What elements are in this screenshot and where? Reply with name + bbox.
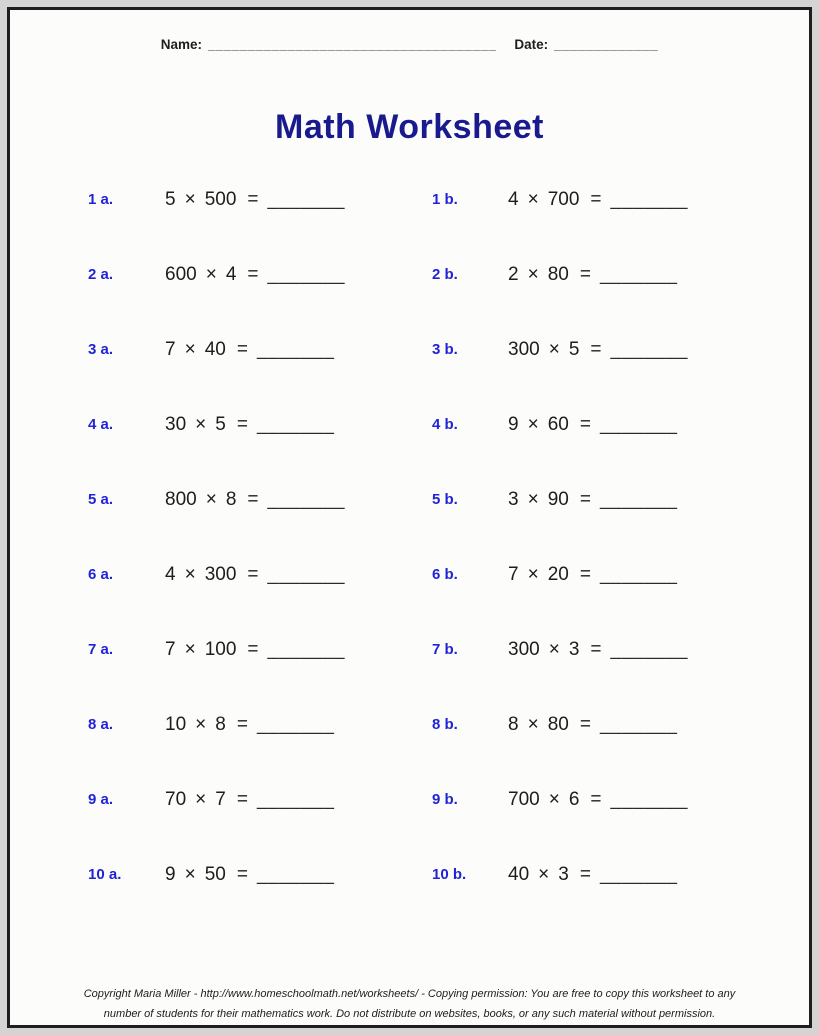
multiplier: 60 bbox=[547, 413, 569, 435]
multiplicand: 5 bbox=[165, 188, 176, 210]
answer-blank-line: _______ bbox=[599, 563, 678, 585]
equals-sign: = bbox=[590, 188, 602, 210]
times-icon: × bbox=[527, 713, 539, 735]
multiplier: 300 bbox=[204, 563, 237, 585]
times-icon: × bbox=[527, 188, 539, 210]
multiplier: 3 bbox=[568, 638, 580, 660]
answer-blank-line: _______ bbox=[256, 713, 335, 735]
times-icon: × bbox=[548, 338, 560, 360]
multiplicand: 70 bbox=[165, 788, 187, 810]
answer-blank-line: _______ bbox=[610, 788, 688, 810]
answer-blank-line: _______ bbox=[599, 488, 678, 510]
problem-expression bbox=[508, 339, 688, 361]
problem-row bbox=[10, 537, 809, 612]
multiplier: 40 bbox=[204, 338, 226, 360]
multiplier: 500 bbox=[204, 188, 237, 210]
multiplicand: 8 bbox=[508, 713, 519, 735]
problem-label: 9 b. bbox=[432, 791, 458, 808]
equals-sign: = bbox=[590, 638, 602, 660]
problem-expression bbox=[508, 789, 688, 811]
times-icon: × bbox=[527, 263, 539, 285]
equals-sign: = bbox=[236, 713, 248, 735]
problem-expression bbox=[508, 714, 677, 736]
times-icon: × bbox=[538, 863, 550, 885]
equals-sign: = bbox=[579, 563, 591, 585]
answer-blank-line: _______ bbox=[599, 713, 678, 735]
problems-grid bbox=[10, 162, 809, 912]
problem-label: 6 b. bbox=[432, 566, 458, 583]
answer-blank-line: _______ bbox=[610, 638, 688, 660]
problem-row bbox=[10, 237, 809, 312]
equals-sign: = bbox=[579, 263, 591, 285]
problem-expression bbox=[165, 639, 432, 661]
problem-label: 1 b. bbox=[432, 191, 458, 208]
times-icon: × bbox=[205, 263, 217, 285]
problem-label: 7 a. bbox=[88, 641, 114, 658]
problem-label: 2 b. bbox=[432, 266, 458, 283]
equals-sign: = bbox=[247, 263, 259, 285]
problem-label: 6 a. bbox=[88, 566, 114, 583]
answer-blank-line: _______ bbox=[267, 188, 345, 210]
problem-row bbox=[10, 387, 809, 462]
problem-expression bbox=[165, 864, 432, 886]
equals-sign: = bbox=[236, 413, 248, 435]
problem-label: 3 a. bbox=[88, 341, 114, 358]
problem-row bbox=[10, 162, 809, 237]
footer-line-1: Copyright Maria Miller - http://www.homeschoolmath.net/worksheets/ - Copying permission: You are free to copy this worksheet to any bbox=[83, 988, 736, 1000]
problem-expression bbox=[165, 414, 432, 436]
problem-expression bbox=[508, 864, 677, 886]
equals-sign: = bbox=[579, 488, 591, 510]
equals-sign: = bbox=[247, 563, 259, 585]
equals-sign: = bbox=[247, 188, 259, 210]
problem-expression bbox=[165, 264, 432, 286]
times-icon: × bbox=[195, 713, 207, 735]
multiplier: 80 bbox=[547, 713, 569, 735]
multiplicand: 4 bbox=[508, 188, 519, 210]
answer-blank-line: _______ bbox=[610, 338, 688, 360]
multiplicand: 600 bbox=[165, 263, 197, 285]
problem-expression bbox=[165, 564, 432, 586]
times-icon: × bbox=[184, 863, 196, 885]
problem-row bbox=[10, 612, 809, 687]
answer-blank-line: _______ bbox=[256, 788, 335, 810]
multiplier: 8 bbox=[225, 488, 237, 510]
problem-expression bbox=[508, 189, 688, 211]
problem-row bbox=[10, 312, 809, 387]
multiplicand: 700 bbox=[508, 788, 540, 810]
answer-blank-line: _______ bbox=[599, 263, 678, 285]
times-icon: × bbox=[195, 413, 207, 435]
footer-copyright bbox=[10, 984, 809, 1024]
multiplicand: 10 bbox=[165, 713, 187, 735]
times-icon: × bbox=[527, 563, 539, 585]
problem-label: 1 a. bbox=[88, 191, 114, 208]
times-icon: × bbox=[184, 638, 196, 660]
name-date-header bbox=[10, 34, 809, 52]
problem-label: 10 b. bbox=[432, 866, 467, 883]
multiplier: 90 bbox=[547, 488, 569, 510]
problem-expression bbox=[165, 489, 432, 511]
date-field-group bbox=[514, 37, 658, 52]
name-field-group bbox=[161, 37, 497, 52]
answer-blank-line: _______ bbox=[256, 338, 335, 360]
equals-sign: = bbox=[590, 788, 602, 810]
worksheet-page bbox=[7, 7, 812, 1028]
answer-blank-line: _______ bbox=[256, 863, 335, 885]
date-blank-line: _____________ bbox=[554, 37, 659, 52]
name-label: Name: bbox=[160, 37, 203, 52]
problem-expression bbox=[508, 564, 677, 586]
equals-sign: = bbox=[590, 338, 602, 360]
multiplier: 700 bbox=[547, 188, 580, 210]
multiplicand: 7 bbox=[165, 638, 176, 660]
times-icon: × bbox=[184, 338, 196, 360]
problem-expression bbox=[508, 489, 677, 511]
equals-sign: = bbox=[579, 863, 591, 885]
problem-expression bbox=[165, 789, 432, 811]
multiplier: 4 bbox=[225, 263, 237, 285]
multiplier: 20 bbox=[547, 563, 569, 585]
multiplier: 8 bbox=[215, 713, 226, 735]
multiplier: 100 bbox=[204, 638, 237, 660]
problem-label: 4 a. bbox=[88, 416, 114, 433]
answer-blank-line: _______ bbox=[267, 638, 345, 660]
date-label: Date: bbox=[514, 37, 549, 52]
problem-expression bbox=[508, 639, 688, 661]
answer-blank-line: _______ bbox=[267, 488, 345, 510]
problem-label: 7 b. bbox=[432, 641, 458, 658]
problem-row bbox=[10, 687, 809, 762]
answer-blank-line: _______ bbox=[599, 413, 678, 435]
problem-label: 10 a. bbox=[88, 866, 122, 883]
multiplicand: 9 bbox=[508, 413, 519, 435]
answer-blank-line: _______ bbox=[267, 563, 345, 585]
times-icon: × bbox=[548, 638, 560, 660]
answer-blank-line: _______ bbox=[267, 263, 345, 285]
problem-label: 5 b. bbox=[432, 491, 458, 508]
multiplicand: 30 bbox=[165, 413, 187, 435]
multiplicand: 3 bbox=[508, 488, 519, 510]
times-icon: × bbox=[184, 188, 196, 210]
multiplier: 5 bbox=[568, 338, 580, 360]
problem-label: 3 b. bbox=[432, 341, 458, 358]
multiplicand: 300 bbox=[508, 338, 540, 360]
equals-sign: = bbox=[236, 788, 248, 810]
equals-sign: = bbox=[579, 713, 591, 735]
answer-blank-line: _______ bbox=[256, 413, 335, 435]
problem-label: 8 b. bbox=[432, 716, 458, 733]
equals-sign: = bbox=[247, 638, 259, 660]
multiplicand: 2 bbox=[508, 263, 519, 285]
multiplicand: 4 bbox=[165, 563, 176, 585]
answer-blank-line: _______ bbox=[610, 188, 688, 210]
multiplicand: 800 bbox=[165, 488, 197, 510]
problem-row bbox=[10, 462, 809, 537]
multiplier: 3 bbox=[558, 863, 569, 885]
problem-label: 8 a. bbox=[88, 716, 114, 733]
name-blank-line: ____________________________________ bbox=[208, 37, 497, 52]
multiplier: 6 bbox=[568, 788, 580, 810]
problem-label: 9 a. bbox=[88, 791, 114, 808]
multiplier: 5 bbox=[215, 413, 226, 435]
problem-expression bbox=[508, 414, 677, 436]
multiplicand: 40 bbox=[508, 863, 530, 885]
multiplicand: 7 bbox=[165, 338, 176, 360]
multiplicand: 9 bbox=[165, 863, 176, 885]
problem-row bbox=[10, 837, 809, 912]
problem-expression bbox=[165, 714, 432, 736]
problem-expression bbox=[508, 264, 677, 286]
problem-expression bbox=[165, 189, 432, 211]
multiplicand: 7 bbox=[508, 563, 519, 585]
multiplier: 7 bbox=[215, 788, 226, 810]
times-icon: × bbox=[548, 788, 560, 810]
equals-sign: = bbox=[236, 338, 248, 360]
multiplicand: 300 bbox=[508, 638, 540, 660]
page-title: Math Worksheet bbox=[275, 108, 544, 146]
answer-blank-line: _______ bbox=[599, 863, 678, 885]
problem-label: 2 a. bbox=[88, 266, 114, 283]
problem-label: 5 a. bbox=[88, 491, 114, 508]
problem-label: 4 b. bbox=[432, 416, 458, 433]
times-icon: × bbox=[527, 488, 539, 510]
footer-line-2: number of students for their mathematics work. Do not distribute on websites, books, or any such material without permission. bbox=[103, 1008, 716, 1020]
equals-sign: = bbox=[579, 413, 591, 435]
equals-sign: = bbox=[236, 863, 248, 885]
equals-sign: = bbox=[247, 488, 259, 510]
problem-row bbox=[10, 762, 809, 837]
problem-expression bbox=[165, 339, 432, 361]
times-icon: × bbox=[205, 488, 217, 510]
times-icon: × bbox=[184, 563, 196, 585]
times-icon: × bbox=[195, 788, 207, 810]
multiplier: 80 bbox=[547, 263, 569, 285]
times-icon: × bbox=[527, 413, 539, 435]
multiplier: 50 bbox=[204, 863, 226, 885]
